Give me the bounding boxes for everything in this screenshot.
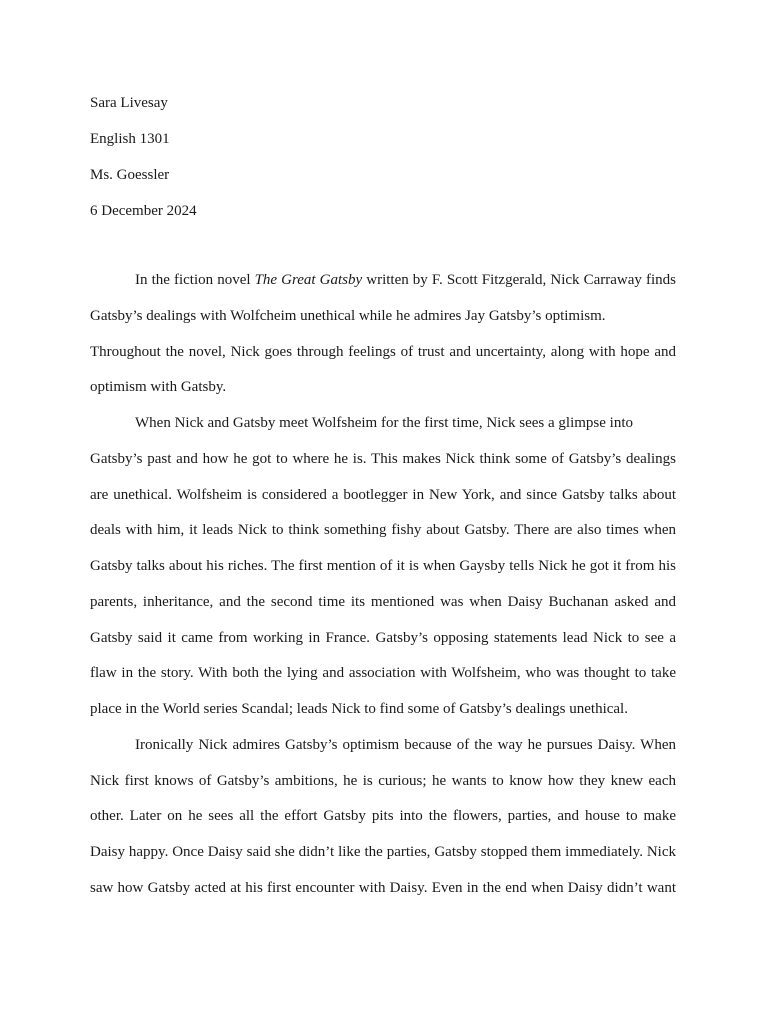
paragraph-1-line-2: Gatsby’s dealings with Wolfcheim unethical while he admires Jay Gatsby’s optimism.: [90, 307, 606, 324]
paragraph-1-line-1: [90, 268, 676, 304]
paragraph-2-line-8: flaw in the story. With both the lying and association with Wolfsheim, who was thought to take: [90, 665, 676, 682]
paragraph-2-line-9: place in the World series Scandal; leads Nick to find some of Gatsby’s dealings unethical.: [90, 701, 628, 717]
essay-date: 6 December 2024: [90, 203, 197, 219]
paragraph-1-line-4: optimism with Gatsby.: [90, 379, 227, 396]
paragraph-2-line-7: Gatsby said it came from working in France. Gatsby’s opposing statements lead Nick to see a: [90, 629, 676, 646]
book-title: The Great Gatsby: [254, 272, 363, 288]
text-run: In the fiction novel: [135, 272, 255, 288]
paragraph-2-line-4: deals with him, it leads Nick to think something fishy about Gatsby. There are also times when: [90, 522, 676, 539]
paragraph-3-line-5: saw how Gatsby acted at his first encounter with Daisy. Even in the end when Daisy didn’t want: [90, 879, 676, 896]
instructor-name: Ms. Goessler: [90, 167, 170, 183]
paragraph-3-line-3: other. Later on he sees all the effort Gatsby pits into the flowers, parties, and house to make: [90, 808, 676, 825]
course-name: English 1301: [90, 131, 170, 147]
paragraph-2-line-3: are unethical. Wolfsheim is considered a bootlegger in New York, and since Gatsby talks about: [90, 486, 676, 503]
paragraph-3-line-2: Nick first knows of Gatsby’s ambitions, he is curious; he wants to know how they knew each: [90, 772, 676, 789]
essay-heading: [90, 92, 197, 236]
paragraph-3-line-1: Ironically Nick admires Gatsby’s optimism because of the way he pursues Daisy. When: [135, 736, 676, 753]
essay-body: [90, 268, 676, 912]
paragraph-1-line-3: Throughout the novel, Nick goes through feelings of trust and uncertainty, along with hope and: [90, 343, 676, 360]
paragraph-2-line-1: When Nick and Gatsby meet Wolfsheim for the first time, Nick sees a glimpse into: [135, 415, 633, 431]
paragraph-2-line-2: Gatsby’s past and how he got to where he is. This makes Nick think some of Gatsby’s dealings: [90, 450, 676, 467]
paragraph-2-line-5: Gatsby talks about his riches. The first mention of it is when Gaysby tells Nick he got it from his: [90, 558, 676, 574]
text-run: written by F. Scott Fitzgerald, Nick Carraway finds: [362, 272, 676, 288]
paragraph-2-line-6: parents, inheritance, and the second time its mentioned was when Daisy Buchanan asked and: [90, 593, 676, 610]
author-name: Sara Livesay: [90, 95, 168, 111]
paragraph-3-line-4: Daisy happy. Once Daisy said she didn’t like the parties, Gatsby stopped them immediately. Nick: [90, 844, 676, 860]
